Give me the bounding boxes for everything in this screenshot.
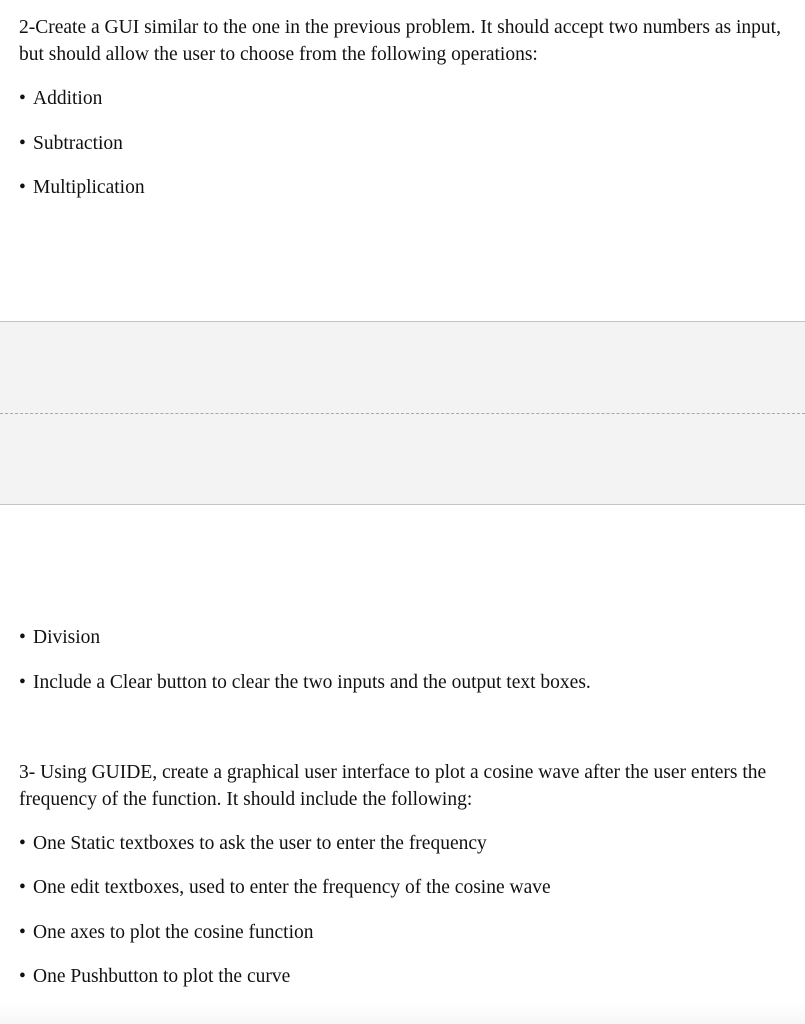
bullet-multiplication [19,174,145,201]
bullet-axes [19,919,314,946]
bullet-dot: • [19,177,26,198]
bullet-division [19,624,100,651]
bullet-pushbutton [19,963,290,990]
bullet-dot: • [19,966,26,987]
bullet-text: Multiplication [33,177,145,198]
problem-2-intro: 2-Create a GUI similar to the one in the previous problem. It should accept two numbers as input, but should allow the user to choose from the following operations: [19,17,781,65]
page-break-band [0,321,805,505]
bullet-addition [19,85,102,112]
bullet-dot: • [19,922,26,943]
bullet-dot: • [19,877,26,898]
page-break-dashed-line [0,413,805,414]
bullet-dot: • [19,833,26,854]
bullet-clear-button [19,669,591,696]
bullet-text: One Pushbutton to plot the curve [33,966,291,987]
bullet-subtraction [19,130,123,157]
page-bottom-edge [0,1000,805,1024]
bullet-text: One Static textboxes to ask the user to enter the frequency [33,833,487,854]
bullet-text: Include a Clear button to clear the two inputs and the output text boxes. [33,672,591,693]
bullet-dot: • [19,88,26,109]
bullet-text: One axes to plot the cosine function [33,922,314,943]
bullet-dot: • [19,133,26,154]
bullet-text: Addition [33,88,103,109]
bullet-text: Subtraction [33,133,123,154]
bullet-dot: • [19,627,26,648]
bullet-text: One edit textboxes, used to enter the frequency of the cosine wave [33,877,551,898]
bullet-static-textbox [19,830,487,857]
problem-3-intro: 3- Using GUIDE, create a graphical user interface to plot a cosine wave after the user enters the frequency of the function. It should include the following: [19,762,767,810]
bullet-text: Division [33,627,101,648]
bullet-edit-textbox [19,874,551,901]
bullet-dot: • [19,672,26,693]
